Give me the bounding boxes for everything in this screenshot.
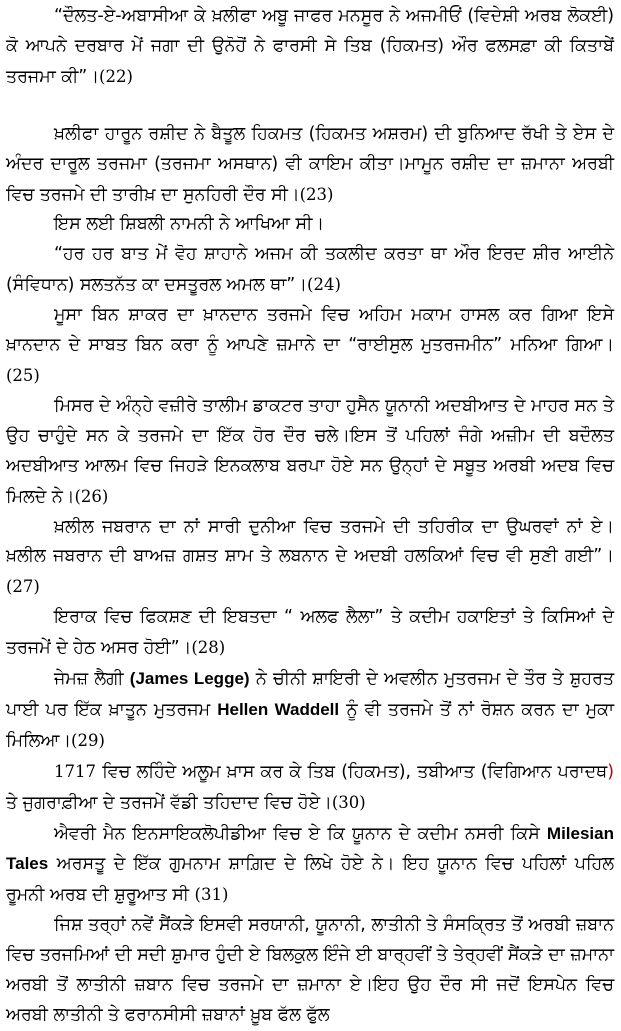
paragraph-text: “ਹਰ ਹਰ ਬਾਤ ਮੇਂ ਵੋਹ ਸ਼ਾਹਾਨੇ ਅਜਮ ਕੀ ਤਕਲੀਦ ਕਰਤਾ ਥਾ ਔਰ ਇਰਦ ਸ਼ੀਰ ਆਈਨੇ (ਸੰਵਿਧਾਨ) ਸਲਤਨੱਤ ਕਾ ਦਸਤੂਰਲ ਅਮਲ ਥਾ”। — [6, 244, 614, 296]
paragraph-p1 — [6, 2, 614, 93]
paragraph-text: ਅਰਸਤੂ ਦੇ ਇੱਕ ਗੁਮਨਾਮ ਸ਼ਾਗ਼ਿਦ ਦੇ ਲਿਖੇ ਹੋਏ ਨੇ। ਇਹ ਯੂਨਾਨ ਵਿਚ ਪਹਿਲਾਂ ਪਹਿਲ ਰੂਮਨੀ ਅਰਬ ਦੀ ਸ਼ੁਰੂਆਤ ਸੀ — [6, 854, 614, 906]
paragraph-text: ਮੂਸਾ ਬਿਨ ਸ਼ਾਕਰ ਦਾ ਖ਼ਾਨਦਾਨ ਤਰਜਮੇ ਵਿਚ ਅਹਿਮ ਮਕਾਮ ਹਾਸਲ ਕਰ ਗਿਆ ਇਸੇ ਖ਼ਾਨਦਾਨ ਦੇ ਸਾਬਤ ਬਿਨ ਕਰਾ ਨੂੰ ਆਪਣੇ ਜ਼ਮਾਨੇ ਦਾ “ਰਾਈਸੁਲ ਮੁਤਰਜਮੀਨ” ਮਨਿਆ ਗਿਆ। — [6, 305, 614, 356]
citation-number: (25) — [6, 365, 40, 385]
paragraph-p10 — [6, 757, 614, 819]
paragraph-p8 — [6, 603, 614, 664]
latin-term: (James Legge) — [129, 669, 250, 689]
citation-number: (23) — [299, 184, 334, 204]
paragraph-text: ਜਿਸ਼ ਤਰ੍ਹਾਂ ਨਵੇਂ ਸੈਂਕੜੇ ਇਸਵੀ ਸਰਯਾਨੀ, ਯੂਨਾਨੀ, ਲਾਤੀਨੀ ਤੇ ਸੰਸਕ੍ਰਿਤ ਤੋਂ ਅਰਬੀ ਜ਼ਬਾਨ ਵਿਚ ਤਰਜਮਿਆਂ ਦੀ ਸਦੀ ਸ਼ੁਮਾਰ ਹੁੰਦੀ ਏ ਬਿਲਕੁਲ ਇੰਜੇ ਈ ਬਾਰ੍ਹਵੀਂ ਤੇ ਤੇਰ੍ਹਵੀਂ ਸੈਂਕੜੇ ਦਾ ਜ਼ਮਾਨਾ ਅਰਬੀ ਤੋਂ ਲਾਤੀਨੀ ਜ਼ਬਾਨ ਵਿਚ ਤਰਜਮੇ ਦਾ ਜ਼ਮਾਨਾ ਏ।ਇਹ ਉਹ ਦੌਰ ਸੀ ਜਦੋਂ ਇਸਪੇਨ ਵਿਚ ਅਰਬੀ ਲਾਤੀਨੀ ਤੇ ਫਰਾਨਸੀਸੀ ਜ਼ਬਾਨਾਂ ਖ਼ੂਬ ਫੱਲ ਫੁੱਲ — [6, 915, 614, 1025]
paragraph-text: ਖ਼ਲੀਫਾ ਹਾਰੂਨ ਰਸ਼ੀਦ ਨੇ ਬੈਤੂਲ ਹਿਕਮਤ (ਹਿਕਮਤ ਅਸ਼ਰਮ) ਦੀ ਬੁਨਿਆਦ ਰੱਖੀ ਤੇ ਏਸ ਦੇ ਅੰਦਰ ਦਾਰੂਲ ਤਰਜਮਾ (ਤਰਜਮਾ ਅਸਥਾਨ) ਵੀ ਕਾਇਮ ਕੀਤਾ।ਮਾਮੂਨ ਰਸ਼ੀਦ ਦਾ ਜ਼ਮਾਨਾ ਅਰਬੀ ਵਿਚ ਤਰਜਮੇ ਦੀ ਤਾਰੀਖ਼ ਦਾ ਸੁਨਹਿਰੀ ਦੌਰ ਸੀ। — [6, 123, 614, 205]
citation-number: (27) — [6, 577, 40, 597]
citation-number: 1717 — [54, 761, 96, 781]
paragraph-text: ਖ਼ਲੀਲ ਜਬਰਾਨ ਦਾ ਨਾਂ ਸਾਰੀ ਦੁਨੀਆ ਵਿਚ ਤਰਜਮੇ ਦੀ ਤਹਿਰੀਕ ਦਾ ਉਘਰਵਾਂ ਨਾਂ ਏ।ਖ਼ਲੀਲ ਜਬਰਾਨ ਦੀ ਬਾਅਜ਼ ਗਸ਼ਤ ਸ਼ਾਮ ਤੇ ਲਬਨਾਨ ਦੇ ਅਦਬੀ ਹਲਕਿਆਂ ਵਿਚ ਵੀ ਸੁਣੀ ਗਈ”। — [6, 516, 614, 567]
paragraph-p6 — [6, 392, 614, 513]
paragraph-text: ਇਸ ਲਈ ਸ਼ਿਬਲੀ ਨਾਮਨੀ ਨੇ ਆਖਿਆ ਸੀ। — [54, 214, 325, 235]
citation-number: (30) — [331, 792, 366, 812]
paragraph-p3 — [6, 210, 614, 240]
paragraph-text: ਜੇਮਜ਼ ਲੈਗੀ — [54, 669, 130, 690]
citation-number: (31) — [194, 885, 229, 905]
red-bracket: ) — [607, 761, 614, 782]
paragraph-text: ਵਿਚ ਲਹਿੰਦੇ ਅਲੂਮ ਖ਼ਾਸ ਕਰ ਕੇ ਤਿਬ (ਹਿਕਮਤ), ਤਬੀਆਤ (ਵਿਗਿਆਨ ਪਰਾਦਥ — [96, 761, 608, 782]
paragraph-p4 — [6, 240, 614, 301]
paragraph-text: ਤੇ ਜੁਗਰਾਫ਼ੀਆ ਦੇ ਤਰਜਮੇਂ ਵੱਡੀ ਤਹਿਦਾਦ ਵਿਚ ਹੋਏ। — [6, 792, 332, 813]
paragraph-text: ਨੇ ਚੀਨੀ ਸ਼ਾਇਰੀ ਦੇ ਅਵਲੀਨ ਮੁਤਰਜਮ ਦੇ ਤੌਰ ਤੇ ਸ਼ੁਹਰਤ ਪਾਈ ਪਰ ਇੱਕ ਖ਼ਾਤੂਨ ਮੁਤਰਜਮ — [6, 669, 614, 720]
paragraph-p7 — [6, 513, 614, 604]
paragraph-text: ਇਰਾਕ ਵਿਚ ਫਿਕਸ਼ਣ ਦੀ ਇਬਤਦਾ “ ਅਲਫ ਲੈਲਾ” ਤੇ ਕਦੀਮ ਹਕਾਇਤਾਂ ਤੇ ਕਿਸਿਆਂ ਦੇ ਤਰਜਮੇਂ ਦੇ ਹੇਠ ਅਸਰ ਹੋਈ”। — [6, 607, 614, 659]
paragraph-text: ਨੂੰ ਵੀ ਤਰਜਮੇ ਤੋਂ ਨਾਂ ਰੋਸ਼ਨ ਕਰਨ ਦਾ ਮੁਕਾ ਮਿਲਿਆ। — [6, 699, 614, 751]
latin-term: Milesian Tales — [6, 823, 614, 874]
paragraph-text: ਐਵਰੀ ਮੈਨ ਇਨਸਾਇਕਲੋਪੀਡੀਆ ਵਿਚ ਏ ਕਿ ਯੂਨਾਨ ਦੇ ਕਦੀਮ ਨਸਰੀ ਕਿਸੇ — [54, 823, 547, 844]
paragraph-p9 — [6, 664, 614, 757]
citation-number: (22) — [99, 66, 133, 86]
paragraph-p5 — [6, 301, 614, 392]
citation-number: (29) — [71, 730, 105, 750]
paragraph-p2 — [6, 120, 614, 211]
paragraph-p12 — [6, 911, 614, 1031]
citation-number: (24) — [307, 275, 341, 295]
latin-term: Hellen Waddell — [217, 699, 340, 719]
citation-number: (26) — [74, 486, 109, 506]
paragraph-text: ਮਿਸਰ ਦੇ ਅੰਨ੍ਹੇ ਵਜ਼ੀਰੇ ਤਾਲੀਮ ਡਾਕਟਰ ਤਾਹਾ ਹੁਸੈਨ ਯੂਨਾਨੀ ਅਦਬੀਆਤ ਦੇ ਮਾਹਰ ਸਨ ਤੇ ਉਹ ਚਾਹੁੰਦੇ ਸਨ ਕੇ ਤਰਜਮੇ ਦਾ ਇੱਕ ਹੋਰ ਦੌਰ ਚਲੇ।ਇਸ ਤੋਂ ਪਹਿਲਾਂ ਜੰਗੇ ਅਜ਼ੀਮ ਦੀ ਬਦੌਲਤ ਅਦਬੀਆਤ ਆਲਮ ਵਿਚ ਜਿਹੜੇ ਇਨਕਲਾਬ ਬਰਪਾ ਹੋਏ ਸਨ ਉਨ੍ਹਾਂ ਦੇ ਸਬੂਤ ਅਰਬੀ ਅਦਬ ਵਿਚ ਮਿਲਦੇ ਨੇ। — [6, 395, 614, 507]
paragraph-text: “ਦੌਲਤ-ਏ-ਅਬਾਸੀਆ ਕੇ ਖ਼ਲੀਫਾ ਅਬੂ ਜਾਫਰ ਮਨਸੂਰ ਨੇ ਅਜਮੀਓਂ (ਵਿਦੇਸ਼ੀ ਅਰਬ ਲੋਕਈ) ਕੋ ਆਪਨੇ ਦਰਬਾਰ ਮੇਂ ਜਗਾ ਦੀ ਉਨੋਹੋਂ ਨੇ ਫਾਰਸੀ ਸੇ ਤਿਬ (ਹਿਕਮਤ) ਔਰ ਫਲਸਫ਼ਾ ਕੀ ਕਿਤਾਬੇਂ ਤਰਜਮਾ ਕੀ”। — [6, 6, 614, 87]
paragraph-p11 — [6, 819, 614, 912]
citation-number: (28) — [191, 638, 226, 658]
